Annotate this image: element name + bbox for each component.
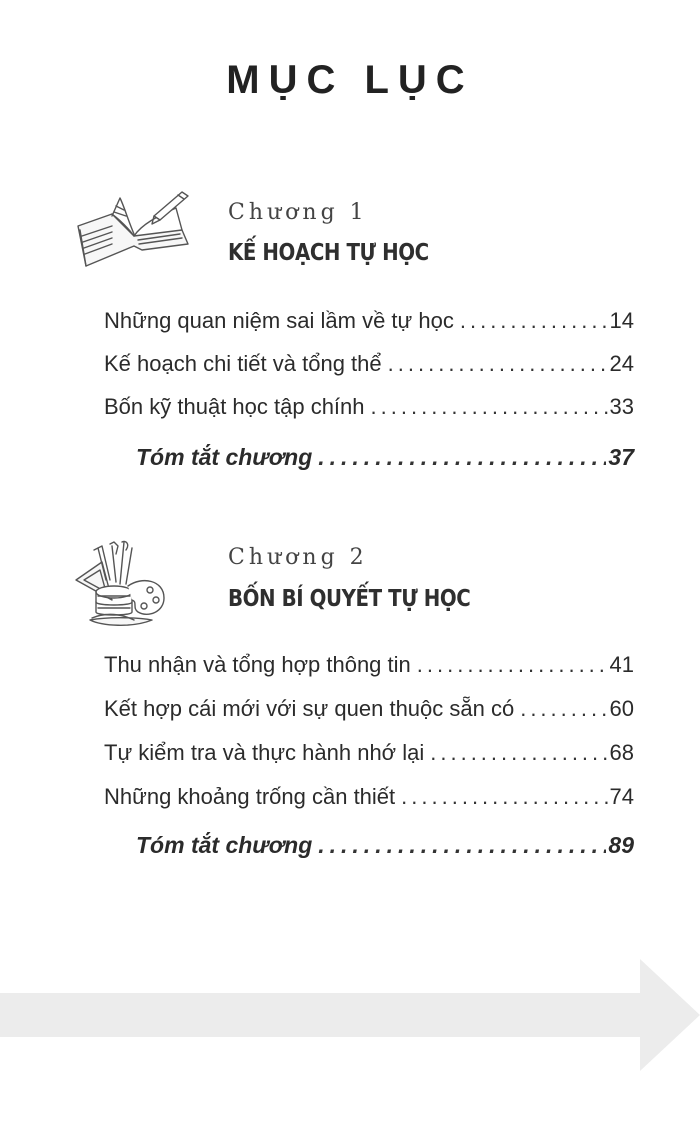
chapter-1-title: KẾ HOẠCH TỰ HỌC	[228, 240, 429, 266]
right-arrow-icon	[0, 955, 700, 1075]
toc-entry-title: Tự kiểm tra và thực hành nhớ lại	[104, 740, 425, 765]
toc-entry-page: 89	[608, 832, 634, 858]
toc-entry-title: Những quan niệm sai lầm về tự học	[104, 308, 454, 333]
toc-entry[interactable]	[104, 394, 634, 420]
toc-leader-dots	[460, 308, 608, 334]
page-title: MỤC LỤC	[226, 58, 474, 102]
toc-entry-title: Những khoảng trống cần thiết	[104, 784, 396, 809]
toc-entry-page: 60	[609, 696, 634, 721]
art-supplies-icon	[72, 540, 168, 632]
chapter-1-label: Chương 1	[228, 200, 368, 225]
toc-leader-dots	[318, 444, 606, 471]
toc-entry-page: 33	[609, 394, 634, 419]
toc-entry-title: Tóm tắt chương	[136, 444, 313, 470]
toc-entry[interactable]	[104, 740, 634, 766]
toc-leader-dots	[417, 652, 608, 678]
toc-leader-dots	[388, 351, 608, 377]
toc-leader-dots	[401, 784, 607, 810]
toc-entry-page: 74	[609, 784, 634, 809]
toc-leader-dots	[371, 394, 608, 420]
toc-entry-title: Thu nhận và tổng hợp thông tin	[104, 652, 411, 677]
toc-entry-title: Kết hợp cái mới với sự quen thuộc sẵn có	[104, 696, 515, 721]
open-book-pencil-icon	[72, 186, 192, 272]
toc-entry[interactable]	[104, 351, 634, 377]
arrow-shape	[0, 959, 700, 1071]
toc-leader-dots	[318, 832, 606, 859]
toc-entry[interactable]	[104, 696, 634, 722]
toc-entry[interactable]	[104, 784, 634, 810]
toc-entry-page: 68	[609, 740, 634, 765]
toc-entry-page: 41	[609, 652, 634, 677]
chapter-2-label: Chương 2	[228, 545, 368, 570]
toc-entry-page: 37	[608, 444, 634, 470]
toc-entry-page: 14	[609, 308, 634, 333]
toc-entry[interactable]	[104, 308, 634, 334]
toc-summary-entry[interactable]	[136, 832, 634, 859]
chapter-2-title: BỐN BÍ QUYẾT TỰ HỌC	[228, 586, 471, 612]
toc-entry-page: 24	[609, 351, 634, 376]
toc-entry-title: Bốn kỹ thuật học tập chính	[104, 394, 365, 419]
toc-entry[interactable]	[104, 652, 634, 678]
toc-entry-title: Tóm tắt chương	[136, 832, 313, 858]
toc-leader-dots	[430, 740, 607, 766]
toc-leader-dots	[520, 696, 607, 722]
toc-entry-title: Kế hoạch chi tiết và tổng thể	[104, 351, 382, 376]
toc-summary-entry[interactable]	[136, 444, 634, 471]
